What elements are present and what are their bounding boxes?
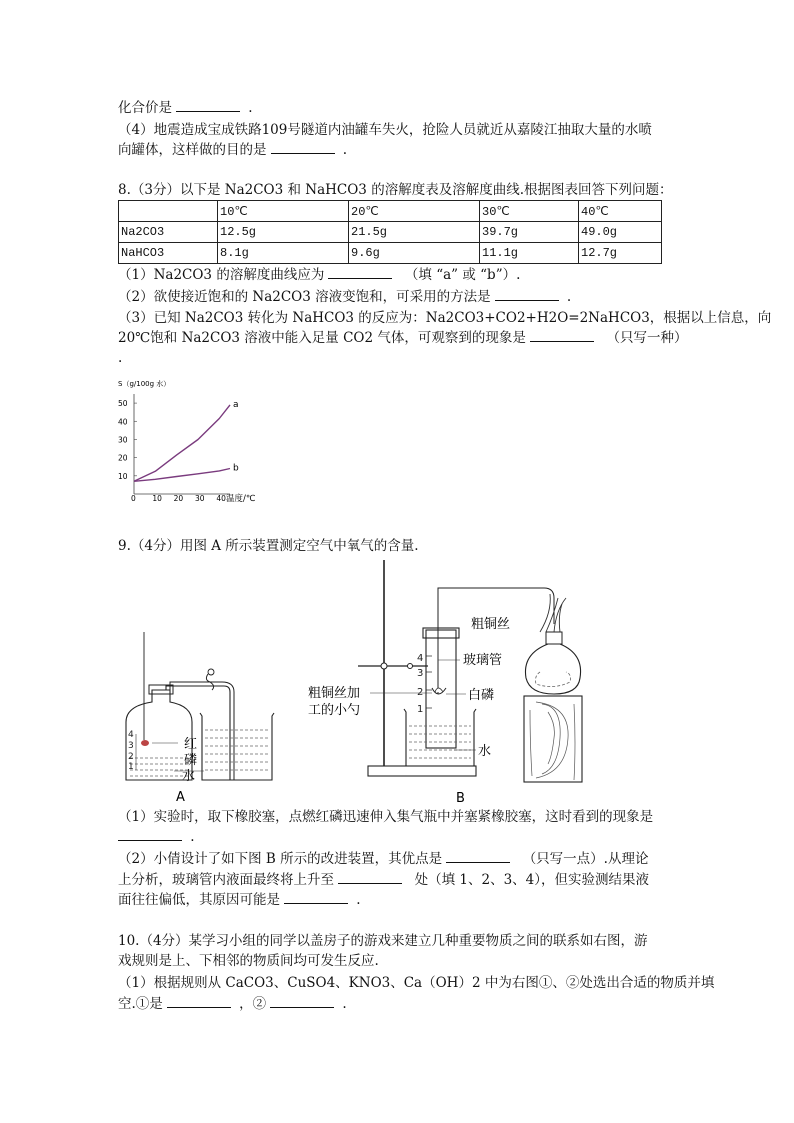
answer-blank[interactable]	[271, 141, 335, 154]
solubility-chart	[112, 372, 272, 508]
series-label-a: a	[233, 399, 239, 410]
label-water: 水	[182, 769, 196, 784]
x-tick-label: 20	[173, 494, 184, 503]
label-spoon-2: 工的小勺	[308, 703, 361, 718]
answer-blank[interactable]	[328, 266, 392, 279]
table-row	[119, 201, 662, 222]
q8-sub1: （1）Na2CO3 的溶解度曲线应为 （填 “a” 或 “b”）.	[118, 267, 521, 283]
scale-mark: 1	[417, 704, 424, 715]
answer-blank[interactable]	[284, 891, 348, 904]
q9-sub1-blank: .	[118, 828, 195, 846]
answer-blank[interactable]	[338, 871, 402, 884]
q9-sub2c: 面往往偏低，其原因可能是 .	[118, 892, 361, 908]
x-axis-label: 温度/℃	[226, 494, 256, 504]
table-row	[119, 222, 662, 243]
table-cell: 39.7g	[480, 222, 579, 243]
q9-sub1: （1）实验时，取下橡胶塞，点燃红磷迅速伸入集气瓶中并塞紧橡胶塞，这时看到的现象是	[118, 809, 654, 825]
q10-sub1a: （1）根据规则从 CaCO3、CuSO4、KNO3、Ca（OH）2 中为右图①、②处选出合适的物质并填	[118, 975, 715, 991]
table-cell: 30℃	[480, 201, 579, 222]
top-line-2: （4）地震造成宝成铁路109号隧道内油罐车失火，抢险人员就近从嘉陵江抽取大量的水喷	[118, 122, 652, 138]
table-cell: 8.1g	[218, 243, 349, 264]
solubility-table	[118, 200, 662, 264]
y-tick-label: 40	[118, 417, 128, 427]
label-spoon-1: 粗铜丝加	[308, 686, 361, 701]
top-line-3: 向罐体，这样做的目的是 .	[118, 142, 348, 158]
figure-b-caption: B	[456, 791, 465, 806]
label-glass-tube: 玻璃管	[463, 653, 503, 668]
x-tick-label: 0	[131, 494, 136, 503]
table-cell	[119, 201, 218, 222]
table-cell: NaHCO3	[119, 243, 218, 264]
y-tick-label: 30	[118, 435, 128, 445]
q9-sub2b: 上分析，玻璃管内液面最终将上升至 处（填 1、2、3、4），但实验测结果液	[118, 872, 649, 888]
q8-sub3a: （3）已知 Na2CO3 转化为 NaHCO3 的反应为：Na2CO3+CO2+H2O=2NaHCO3，根据以上信息，向	[118, 310, 772, 326]
figure-a-caption: A	[176, 790, 185, 805]
q8-sub2: （2）欲使接近饱和的 Na2CO3 溶液变饱和，可采用的方法是 .	[118, 289, 572, 305]
x-tick-label: 30	[195, 494, 205, 503]
red-phosphorus	[141, 740, 149, 746]
q9-sub2a: （2）小倩设计了如下图 B 所示的改进装置，其优点是 （只写一点）.从理论	[118, 851, 649, 867]
label-white-phosphorus: 白磷	[468, 688, 495, 703]
apparatus-figure-a	[112, 630, 277, 805]
apparatus-figure-b	[304, 554, 604, 808]
y-axis-label: S（g/100g 水）	[118, 380, 171, 388]
y-tick-label: 20	[118, 453, 128, 463]
table-cell: 20℃	[349, 201, 480, 222]
answer-blank[interactable]	[446, 850, 510, 863]
table-cell: Na2CO3	[119, 222, 218, 243]
scale-mark: 4	[128, 730, 134, 740]
q10-sub1b: 空.①是 ，② .	[118, 996, 347, 1012]
label-water-b: 水	[478, 744, 492, 759]
series-line-a	[134, 405, 230, 481]
table-cell: 12.5g	[218, 222, 349, 243]
series-label-b: b	[233, 463, 239, 474]
top-line-1: 化合价是 .	[118, 100, 253, 116]
table-cell: 21.5g	[349, 222, 480, 243]
q8-sub3b: 20℃饱和 Na2CO3 溶液中能入足量 CO2 气体，可观察到的现象是 （只写一种）	[118, 330, 688, 346]
q8-period: .	[118, 350, 123, 366]
y-tick-label: 10	[118, 471, 128, 481]
x-tick-label: 40	[216, 494, 226, 503]
scale-mark: 1	[128, 762, 134, 772]
scale-mark: 3	[417, 668, 424, 679]
answer-blank[interactable]	[176, 99, 240, 112]
table-cell: 11.1g	[480, 243, 579, 264]
scale-mark: 4	[417, 653, 424, 664]
table-cell: 40℃	[579, 201, 662, 222]
label-copper-wire: 粗铜丝	[471, 617, 511, 632]
answer-blank[interactable]	[167, 995, 231, 1008]
q10-title: 10.（4分）某学习小组的同学以盖房子的游戏来建立几种重要物质之间的联系如右图，游	[118, 933, 648, 949]
answer-blank[interactable]	[530, 329, 594, 342]
q10-title2: 戏规则是上、下相邻的物质间均可发生反应.	[118, 953, 379, 969]
scale-mark: 2	[417, 687, 424, 698]
scale-mark: 2	[128, 752, 134, 762]
scale-mark: 3	[128, 741, 134, 751]
answer-blank[interactable]	[270, 995, 334, 1008]
answer-blank[interactable]	[495, 288, 559, 301]
label-phosphorus: 磷	[184, 753, 198, 768]
y-tick-label: 50	[118, 399, 128, 409]
table-row	[119, 243, 662, 264]
q9-title: 9.（4分）用图 A 所示装置测定空气中氧气的含量.	[118, 538, 419, 554]
q8-title: 8.（3分）以下是 Na2CO3 和 NaHCO3 的溶解度表及溶解度曲线.根据图表回答下列问题：	[118, 182, 673, 198]
table-cell: 12.7g	[579, 243, 662, 264]
answer-blank[interactable]	[118, 828, 182, 841]
table-cell: 9.6g	[349, 243, 480, 264]
table-cell: 10℃	[218, 201, 349, 222]
label-red: 红	[184, 737, 198, 752]
table-cell: 49.0g	[579, 222, 662, 243]
x-tick-label: 10	[152, 494, 162, 503]
